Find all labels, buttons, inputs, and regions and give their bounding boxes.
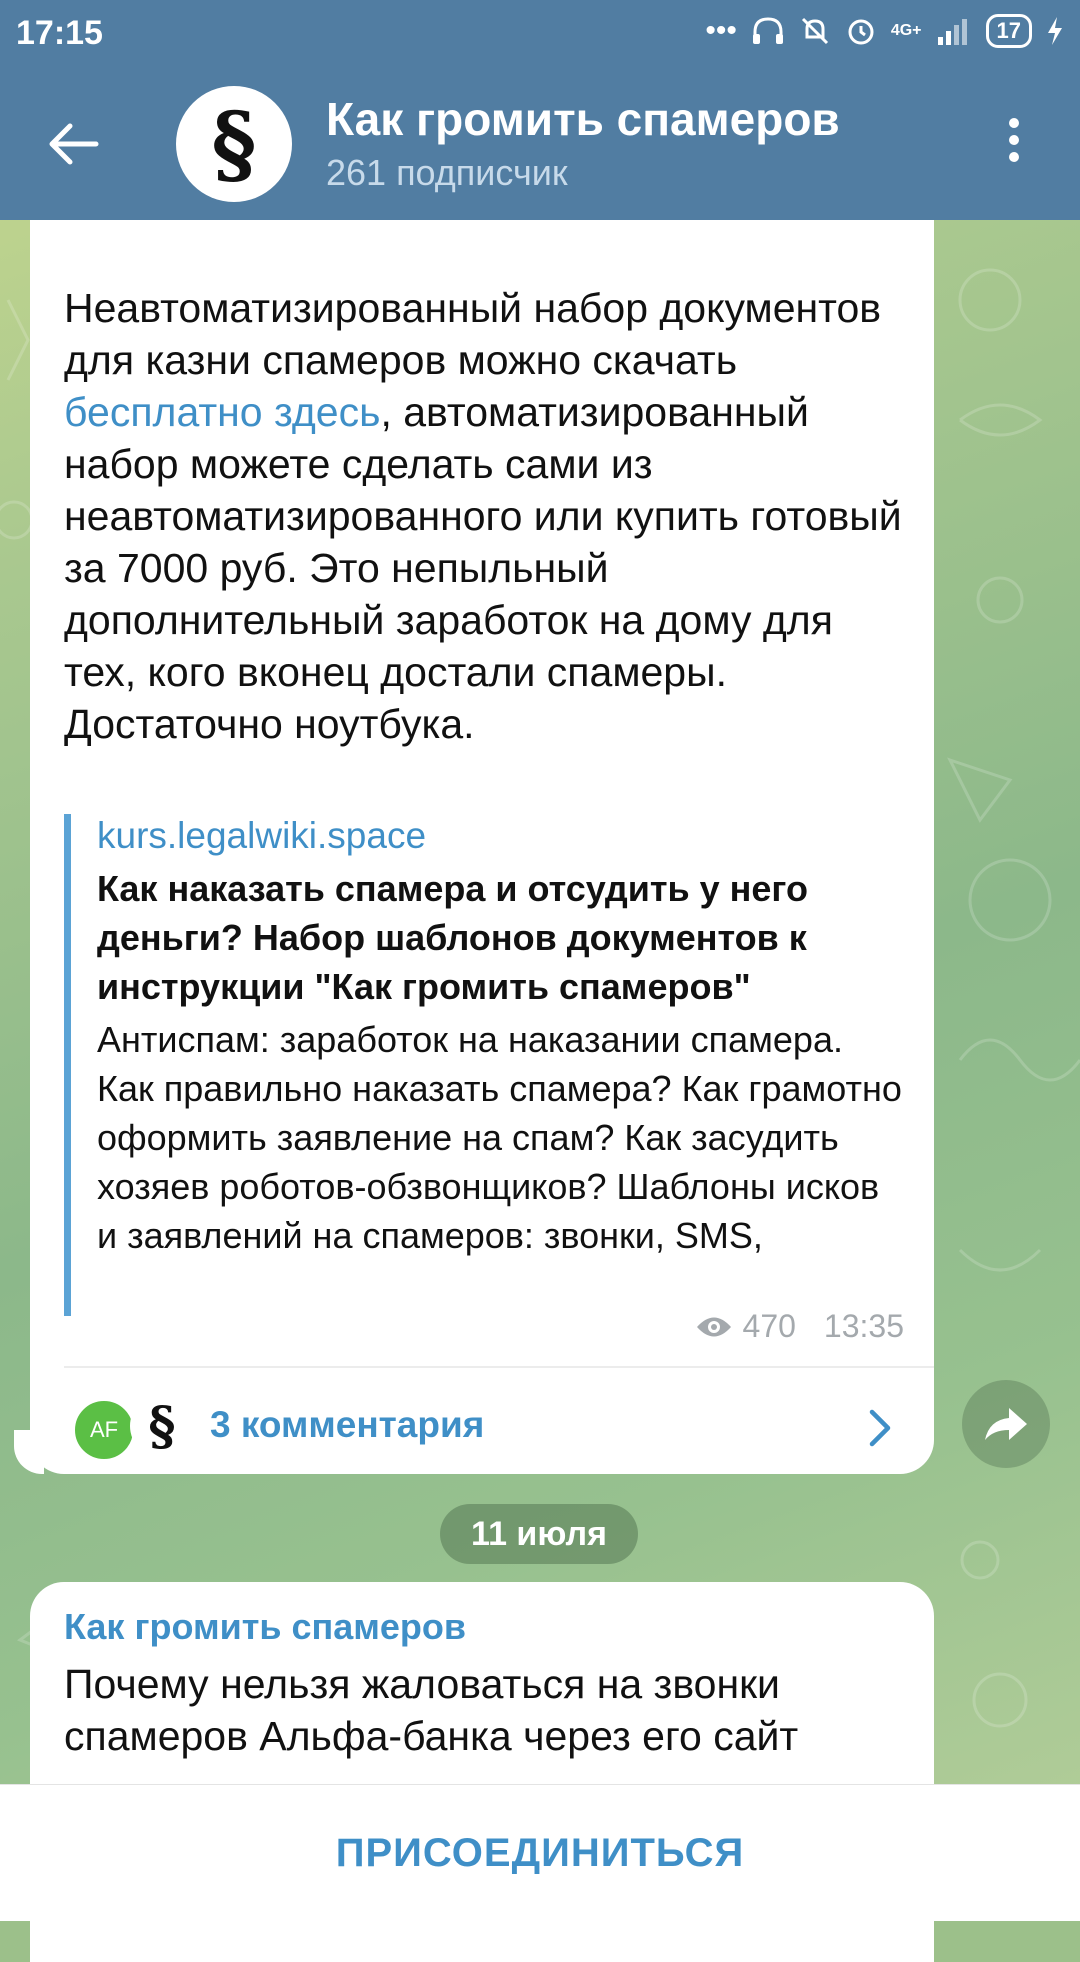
alarm-icon: [845, 15, 877, 47]
message-text: [64, 282, 914, 750]
link-preview-title: Как наказать спамера и отсудить у него деньги? Набор шаблонов документов к инструкции "Как громить спамеров": [97, 868, 808, 1007]
channel-title[interactable]: Как громить спамеров: [326, 93, 840, 145]
chevron-right-icon: [866, 1408, 894, 1448]
download-link[interactable]: бесплатно здесь: [64, 389, 381, 435]
charging-icon: [1046, 16, 1064, 46]
network-type: 4G+: [890, 22, 922, 39]
headphones-icon: [751, 16, 785, 46]
signal-icon: [936, 17, 972, 45]
message-meta: [695, 1308, 904, 1345]
join-button[interactable]: ПРИСОЕДИНИТЬСЯ: [335, 1831, 745, 1875]
date-separator: 11 июля: [440, 1504, 638, 1564]
commenter-avatar-af: AF: [72, 1398, 136, 1462]
back-arrow-icon[interactable]: [44, 114, 104, 174]
comments-count-label: 3 комментария: [210, 1404, 485, 1445]
views-count: 470: [742, 1308, 796, 1344]
more-notifications-icon: •••: [705, 14, 737, 47]
message-time: 13:35: [823, 1308, 904, 1344]
message-text-part2: , автоматизированный набор можете сделать сами из неавтоматизированного или купить готовый за 7000 руб. Это непыльный дополнительный заработок на дому для тех, кого вконец достали спамеры. Достаточно ноутбука.: [64, 389, 902, 747]
battery-level: 17: [986, 14, 1032, 48]
status-time: 17:15: [16, 14, 103, 52]
views-eye-icon: [695, 1314, 733, 1340]
comments-button[interactable]: [30, 1368, 934, 1472]
link-preview-description: Антиспам: заработок на наказании спамера. Как правильно наказать спамера? Как грамотно оформить заявление на спам? Как засудить хозяев роботов-обзвонщиков? Шаблоны исков и заявлений на спамеров: звонки, SMS,: [97, 1019, 902, 1256]
subscriber-count: 261 подписчик: [326, 152, 568, 193]
next-message-text: Почему нельзя жаловаться на звонки спамеров Альфа-банка через его сайт: [64, 1661, 799, 1759]
channel-avatar[interactable]: §: [176, 86, 292, 202]
status-icons: [705, 14, 1064, 48]
next-message-author[interactable]: Как громить спамеров: [64, 1606, 467, 1647]
join-bar: [0, 1784, 1080, 1921]
app-header: [0, 0, 1080, 220]
more-menu-icon[interactable]: [1002, 118, 1026, 168]
share-button[interactable]: [962, 1380, 1050, 1468]
share-arrow-icon: [983, 1404, 1029, 1444]
link-preview[interactable]: [64, 814, 904, 1316]
message-text-part1: Неавтоматизированный набор документов для казни спамеров можно скачать: [64, 285, 882, 383]
link-preview-site: kurs.legalwiki.space: [97, 815, 427, 856]
commenter-avatar-channel: §: [130, 1394, 194, 1458]
bell-muted-icon: [799, 15, 831, 47]
message-bubble: [30, 210, 934, 1474]
